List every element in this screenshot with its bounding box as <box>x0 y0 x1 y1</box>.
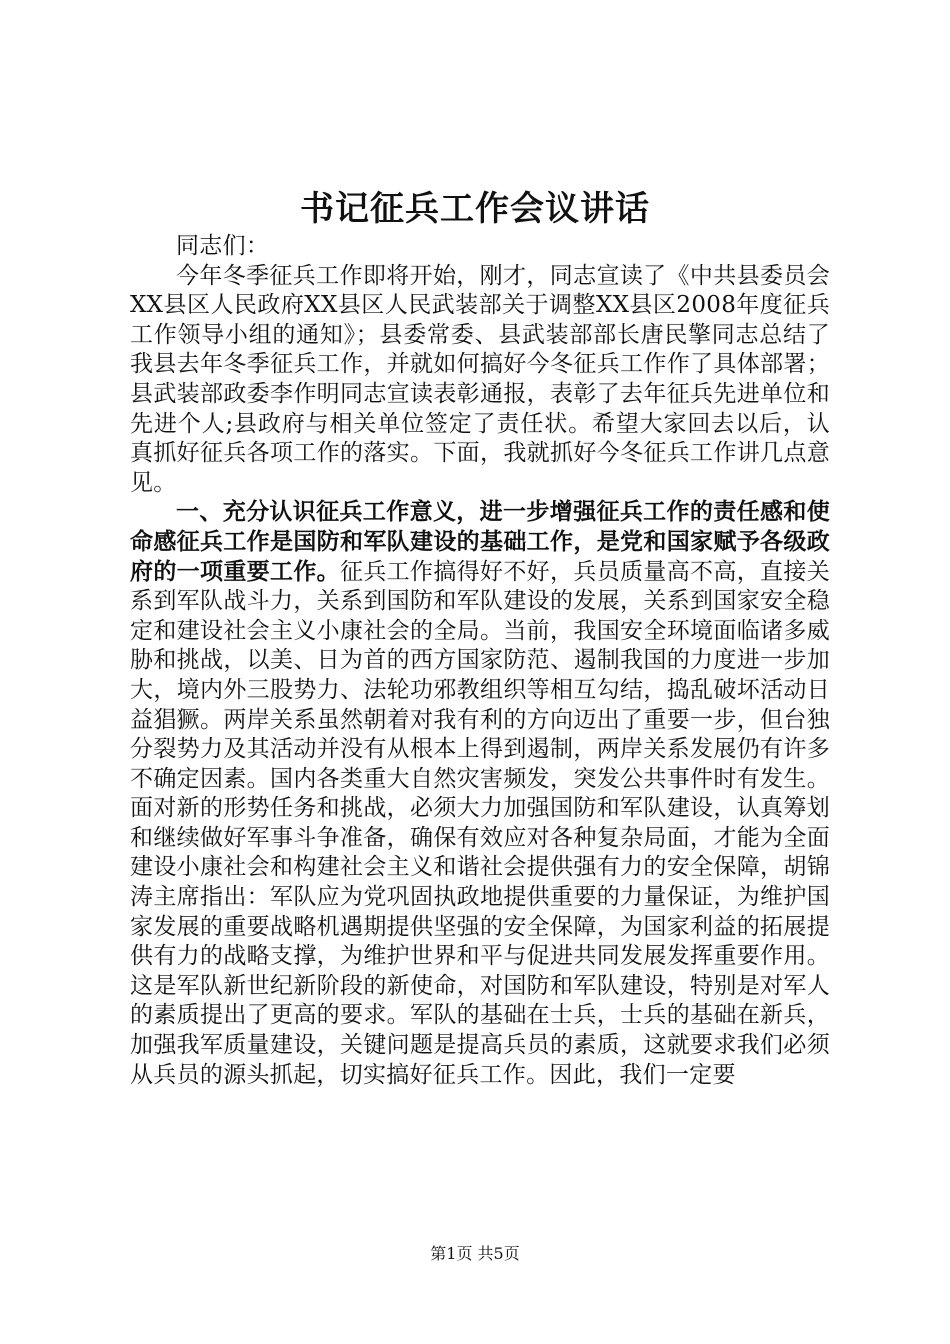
paragraph-intro: 今年冬季征兵工作即将开始，刚才，同志宣读了《中共县委员会XX县区人民政府XX县区人民武装部关于调整XX县区2008年度征兵工作领导小组的通知》；县委常委、县武装部部长唐民擎同志总结了我县去年冬季征兵工作，并就如何搞好今冬征兵工作作了具体部署；县武装部政委李作明同志宣读表彰通报，表彰了去年征兵先进单位和先进个人;县政府与相关单位签定了责任状。希望大家回去以后，认真抓好征兵各项工作的落实。下面，我就抓好今冬征兵工作讲几点意见。 <box>130 262 830 496</box>
salutation: 同志们： <box>176 233 270 259</box>
section-1-paragraph <box>130 498 830 1090</box>
document-title: 书记征兵工作会议讲话 <box>300 189 650 229</box>
page-footer: 第1页 共5页 <box>430 1244 520 1263</box>
section-1-body: 征兵工作搞得好不好，兵员质量高不高，直接关系到军队战斗力，关系到国防和军队建设的发展，关系到国家安全稳定和建设社会主义小康社会的全局。当前，我国安全环境面临诸多威胁和挑战，以美、日为首的西方国家防范、遏制我国的力度进一步加大，境内外三股势力、法轮功邪教组织等相互勾结，捣乱破坏活动日益猖獗。两岸关系虽然朝着对我有利的方向迈出了重要一步，但台独分裂势力及其活动并没有从根本上得到遏制，两岸关系发展仍有许多不确定因素。国内各类重大自然灾害频发，突发公共事件时有发生。面对新的形势任务和挑战，必须大力加强国防和军队建设，认真筹划和继续做好军事斗争准备，确保有效应对各种复杂局面，才能为全面建设小康社会和构建社会主义和谐社会提供强有力的安全保障，胡锦涛主席指出：军队应为党巩固执政地提供重要的力量保证，为维护国家发展的重要战略机遇期提供坚强的安全保障，为国家利益的拓展提供有力的战略支撑，为维护世界和平与促进共同发展发挥重要作用。这是军队新世纪新阶段的新使命，对国防和军队建设，特别是对军人的素质提出了更高的要求。军队的基础在士兵，士兵的基础在新兵，加强我军质量建设，关键问题是提高兵员的素质，这就要求我们必须从兵员的源头抓起，切实搞好征兵工作。因此，我们一定要 <box>130 558 830 1088</box>
section-1-heading: 一、充分认识征兵工作意义，进一步增强征兵工作的责任感和使命感征兵工作是国防和军队建设的基础工作，是党和国家赋予各级政府的一项重要工作。 <box>130 499 830 585</box>
document-body <box>130 232 830 1090</box>
